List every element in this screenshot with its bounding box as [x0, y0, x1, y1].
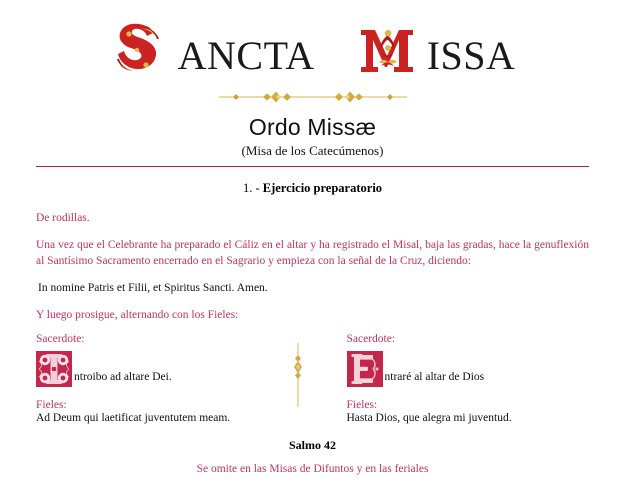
dialogue-column-latin	[36, 333, 313, 424]
sancta-missa-logo	[0, 18, 625, 82]
response-text-faithful-spanish: Hasta Dios, que alegra mi juventud.	[346, 412, 512, 425]
speaker-label-priest-spanish: Sacerdote:	[346, 333, 396, 346]
logo-word-missa: ISSA	[426, 33, 516, 78]
psalm-title: Salmo 42	[288, 438, 336, 453]
header-divider	[36, 166, 589, 167]
latin-invocation: In nomine Patris et Filii, et Spiritus Sancti. Amen.	[38, 282, 268, 295]
verse-text-priest-latin: ntroibo ad altare Dei.	[74, 371, 172, 384]
dropcap-initial-e	[347, 351, 383, 387]
response-block-spanish	[347, 399, 590, 424]
dropcap-initial-i	[36, 351, 72, 387]
dialogue-columns	[36, 333, 589, 424]
response-block-latin	[36, 399, 313, 424]
response-label-faithful-spanish: Fieles:	[346, 399, 378, 412]
response-text-faithful-latin: Ad Deum qui laetificat juventutem meam.	[36, 412, 231, 425]
dialogue-column-spanish	[313, 333, 590, 424]
psalm-omission-note: Se omite en las Misas de Difuntos y en las feriales	[196, 463, 429, 476]
section-title: Ejercicio preparatorio	[262, 181, 383, 195]
section-number: 1. -	[242, 181, 260, 195]
rubric-kneel: De rodillas.	[36, 212, 90, 224]
page-title: Ordo Missæ	[248, 114, 377, 140]
rubric-continues: Y luego prosigue, alternando con los Fieles:	[36, 308, 239, 321]
page-subtitle: (Misa de los Catecúmenos)	[241, 143, 384, 158]
rubric-preparation: Una vez que el Celebrante ha preparado el Cáliz en el altar y ha registrado el Misal, baja las gradas, hace la genuflexión al Santísimo Sacramento encerrado en el Sagrario y empieza con la señal de la Cruz, diciendo:	[36, 238, 589, 268]
verse-priest-spanish	[347, 351, 590, 391]
logo-word-sancta: ANCTA	[177, 33, 315, 78]
speaker-label-priest-latin: Sacerdote:	[36, 333, 85, 346]
verse-priest-latin	[36, 351, 313, 391]
masthead	[0, 0, 625, 104]
section-heading	[36, 181, 589, 196]
gold-ornamental-rule-icon	[213, 90, 413, 104]
vertical-ornament-divider-icon	[293, 339, 303, 411]
verse-text-priest-spanish: ntraré al altar de Dios	[384, 371, 485, 384]
response-label-faithful-latin: Fieles:	[36, 399, 67, 412]
document-body	[0, 181, 625, 475]
illuminated-initial-s	[110, 20, 168, 80]
illuminated-initial-m	[357, 20, 417, 80]
